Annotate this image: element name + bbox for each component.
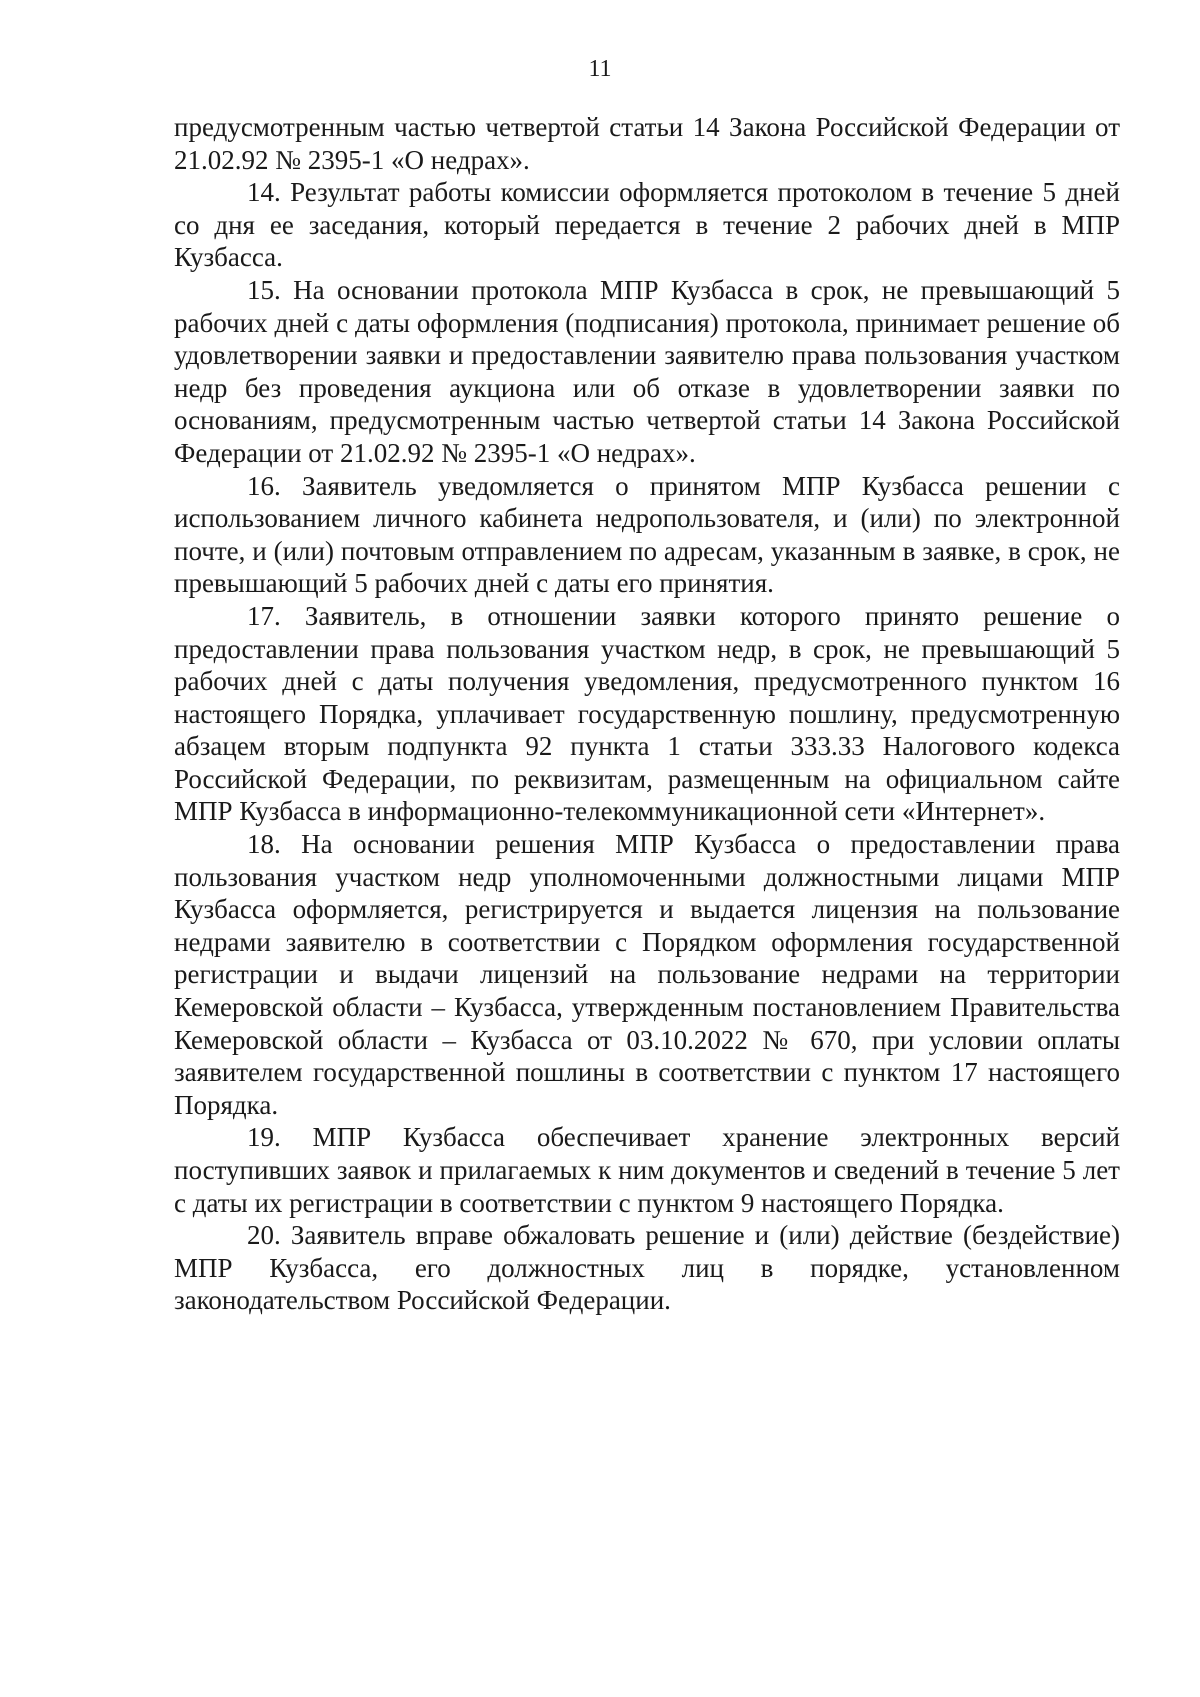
page-number: 11	[588, 56, 612, 82]
paragraph-14: 14. Результат работы комиссии оформляется протоколом в течение 5 дней со дня ее заседания, который передается в течение 2 рабочих дней в МПР Кузбасса.	[174, 177, 1120, 273]
paragraph-continuation: предусмотренным частью четвертой статьи 14 Закона Российской Федерации от 21.02.92 № 2395-1 «О недрах».	[174, 112, 1120, 175]
paragraph-18: 18. На основании решения МПР Кузбасса о предоставлении права пользования участком недр уполномоченными должностными лицами МПР Кузбасса оформляется, регистрируется и выдается лицензия на пользование недрами заявителю в соответствии с Порядком оформления государственной регистрации и выдачи лицензий на пользование недрами на территории Кемеровской области – Кузбасса, утвержденным постановлением Правительства Кемеровской области – Кузбасса от 03.10.2022 № 670, при условии оплаты заявителем государственной пошлины в соответствии с пунктом 17 настоящего Порядка.	[174, 829, 1120, 1120]
paragraph-15: 15. На основании протокола МПР Кузбасса в срок, не превышающий 5 рабочих дней с даты оформления (подписания) протокола, принимает решение об удовлетворении заявки и предоставлении заявителю права пользования участком недр без проведения аукциона или об отказе в удовлетворении заявки по основаниям, предусмотренным частью четвертой статьи 14 Закона Российской Федерации от 21.02.92 № 2395-1 «О недрах».	[174, 274, 1120, 468]
paragraph-16: 16. Заявитель уведомляется о принятом МПР Кузбасса решении с использованием личного кабинета недропользователя, и (или) по электронной почте, и (или) почтовым отправлением по адресам, указанным в заявке, в срок, не превышающий 5 рабочих дней с даты его принятия.	[174, 470, 1120, 599]
paragraph-17: 17. Заявитель, в отношении заявки которого принято решение о предоставлении права пользования участком недр, в срок, не превышающий 5 рабочих дней с даты получения уведомления, предусмотренного пунктом 16 настоящего Порядка, уплачивает государственную пошлину, предусмотренную абзацем вторым подпункта 92 пункта 1 статьи 333.33 Налогового кодекса Российской Федерации, по реквизитам, размещенным на официальном сайте МПР Кузбасса в информационно-телекоммуникационной сети «Интернет».	[174, 600, 1120, 827]
document-body	[174, 111, 1120, 1317]
paragraph-20: 20. Заявитель вправе обжаловать решение и (или) действие (бездействие) МПР Кузбасса, его должностных лиц в порядке, установленном законодательством Российской Федерации.	[174, 1220, 1120, 1316]
paragraph-19: 19. МПР Кузбасса обеспечивает хранение электронных версий поступивших заявок и прилагаемых к ним документов и сведений в течение 5 лет с даты их регистрации в соответствии с пунктом 9 настоящего Порядка.	[174, 1122, 1120, 1218]
